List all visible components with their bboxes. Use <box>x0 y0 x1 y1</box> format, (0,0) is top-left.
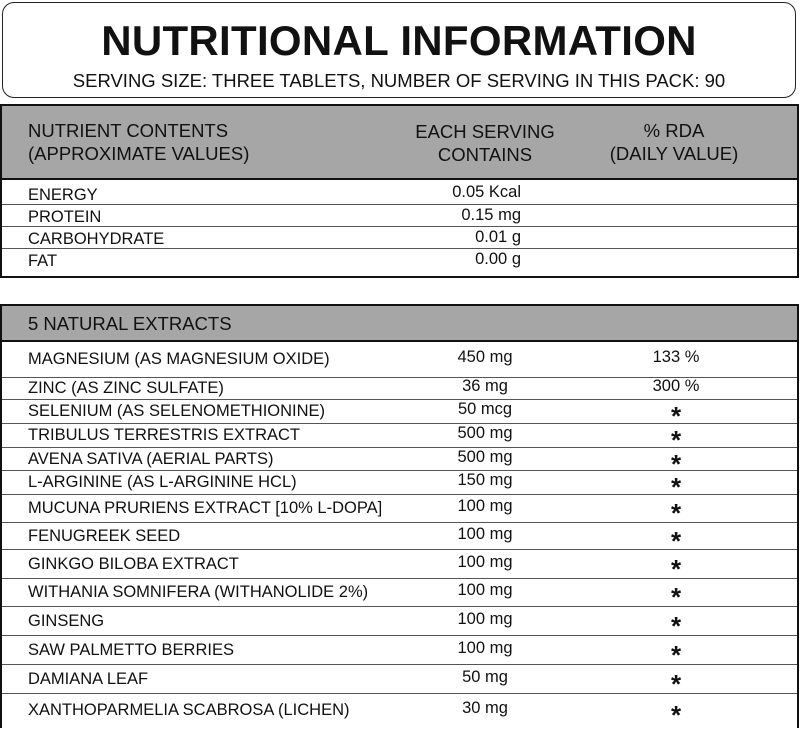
table-row: AVENA SATIVA (AERIAL PARTS) 500 mg * <box>2 447 797 471</box>
table-row <box>2 248 797 273</box>
table-row: DAMIANA LEAF 50 mg * <box>2 664 797 694</box>
nutrient-amount: 0.15 mg <box>461 206 521 224</box>
table-row: MUCUNA PRURIENS EXTRACT [10% L-DOPA] 100 mg * <box>2 494 797 523</box>
table-row: ZINC (AS ZINC SULFATE) 36 mg 300 % <box>2 377 797 400</box>
table-row: TRIBULUS TERRESTRIS EXTRACT 500 mg * <box>2 423 797 448</box>
table-row: L-ARGININE (AS L-ARGININE HCL) 150 mg * <box>2 470 797 495</box>
extract-name: MUCUNA PRURIENS EXTRACT [10% L-DOPA] <box>28 499 383 517</box>
nutrient-amount: 0.01 g <box>475 228 521 246</box>
nutrient-table-header <box>2 106 797 180</box>
extract-name: SELENIUM (AS SELENOMETHIONINE) <box>28 402 326 420</box>
nutrient-amount: 0.00 g <box>475 250 521 268</box>
table-row <box>2 204 797 227</box>
extract-name: FENUGREEK SEED <box>28 527 181 545</box>
table-row: XANTHOPARMELIA SCABROSA (LICHEN) 30 mg * <box>2 693 797 728</box>
nutrient-name: ENERGY <box>28 186 98 204</box>
extract-name: WITHANIA SOMNIFERA (WITHANOLIDE 2%) <box>28 583 369 601</box>
table-row <box>2 226 797 249</box>
table-row: FENUGREEK SEED 100 mg * <box>2 522 797 550</box>
nutrient-table <box>0 104 799 278</box>
column-header-amount: EACH SERVING CONTAINS <box>415 121 555 165</box>
extract-name: SAW PALMETTO BERRIES <box>28 641 234 659</box>
extract-name: XANTHOPARMELIA SCABROSA (LICHEN) <box>28 701 350 719</box>
nutrient-amount: 0.05 Kcal <box>452 183 521 201</box>
title-box <box>2 2 796 98</box>
table-row: GINKGO BILOBA EXTRACT 100 mg * <box>2 549 797 579</box>
extract-name: MAGNESIUM (AS MAGNESIUM OXIDE) <box>28 350 330 368</box>
page-title: NUTRITIONAL INFORMATION <box>101 17 697 64</box>
extracts-heading: 5 NATURAL EXTRACTS <box>28 313 232 334</box>
table-row: MAGNESIUM (AS MAGNESIUM OXIDE) 450 mg 133 % <box>28 348 700 368</box>
column-header-nutrient: NUTRIENT CONTENTS (APPROXIMATE VALUES) <box>28 120 250 164</box>
extract-name: ZINC (AS ZINC SULFATE) <box>28 379 224 397</box>
extract-name: GINKGO BILOBA EXTRACT <box>28 555 239 573</box>
extracts-table-header <box>2 306 797 342</box>
table-row <box>2 180 797 204</box>
table-row: GINSENG 100 mg * <box>2 606 797 636</box>
extract-name: GINSENG <box>28 612 105 630</box>
extract-name: DAMIANA LEAF <box>28 670 149 688</box>
column-header-rda: % RDA (DAILY VALUE) <box>609 120 739 164</box>
extract-name: AVENA SATIVA (AERIAL PARTS) <box>28 450 274 468</box>
nutrient-name: FAT <box>28 252 58 270</box>
nutrient-name: PROTEIN <box>28 208 102 226</box>
extract-name: TRIBULUS TERRESTRIS EXTRACT <box>28 426 300 444</box>
nutrient-name: CARBOHYDRATE <box>28 230 165 248</box>
extract-name: L-ARGININE (AS L-ARGININE HCL) <box>28 473 297 491</box>
table-row: WITHANIA SOMNIFERA (WITHANOLIDE 2%) 100 mg * <box>2 578 797 607</box>
table-row: SAW PALMETTO BERRIES 100 mg * <box>2 635 797 665</box>
extracts-table <box>0 304 799 728</box>
serving-info: SERVING SIZE: THREE TABLETS, NUMBER OF SERVING IN THIS PACK: 90 <box>72 70 726 91</box>
table-row: SELENIUM (AS SELENOMETHIONINE) 50 mcg * <box>2 399 797 424</box>
